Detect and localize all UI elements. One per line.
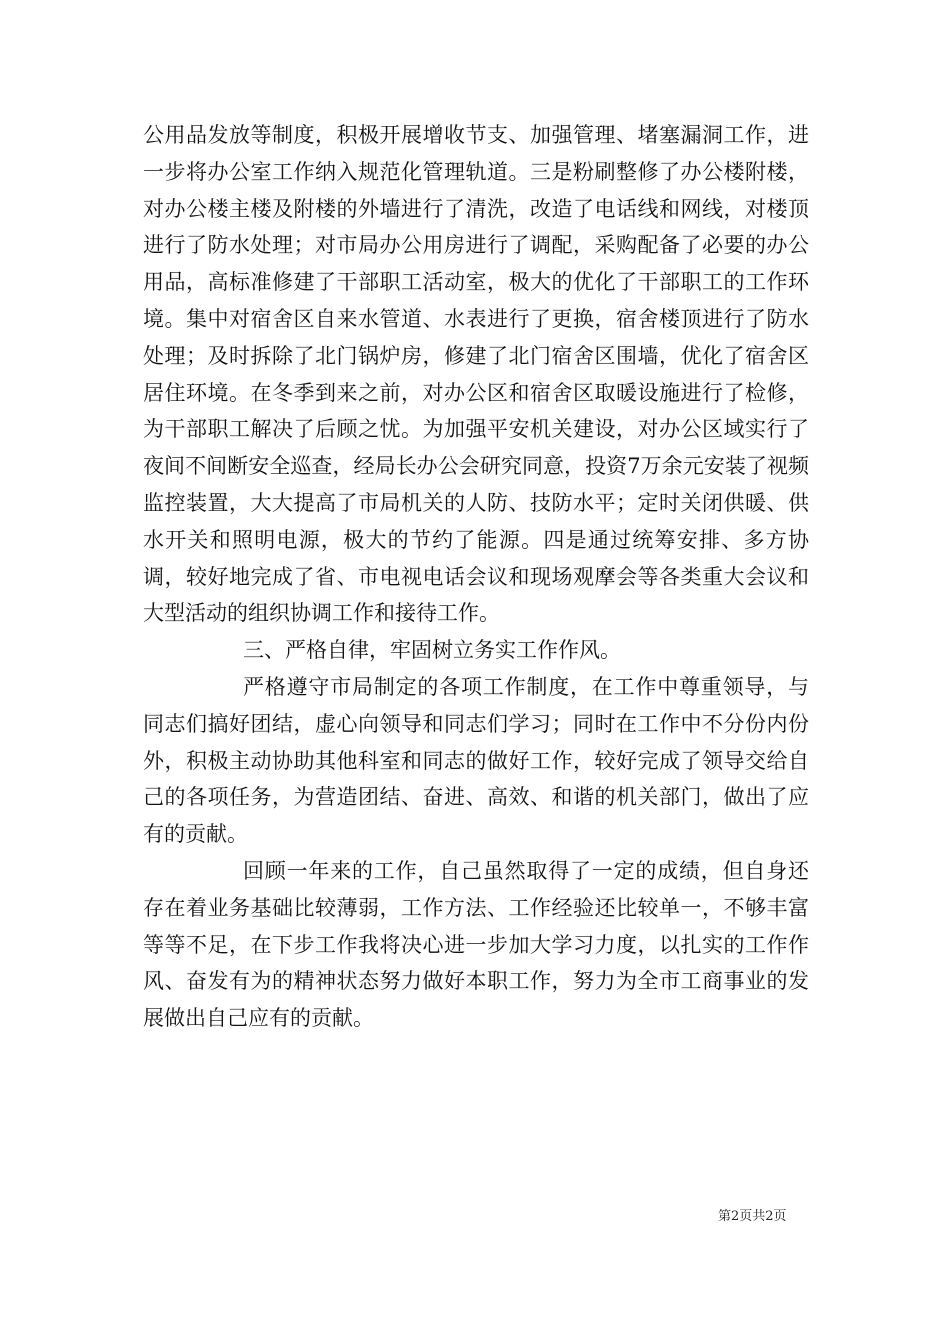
- document-body: [143, 117, 809, 1037]
- paragraph-work-conduct: 严格遵守市局制定的各项工作制度，在工作中尊重领导，与同志们搞好团结，虚心向领导和同志们学习；同时在工作中不分份内份外，积极主动协助其他科室和同志的做好工作，较好完成了领导交给自己的各项任务，为营造团结、奋进、高效、和谐的机关部门，做出了应有的贡献。: [143, 674, 809, 847]
- paragraph-continued-work-summary: 公用品发放等制度，积极开展增收节支、加强管理、堵塞漏洞工作，进一步将办公室工作纳入规范化管理轨道。三是粉刷整修了办公楼附楼，对办公楼主楼及附楼的外墙进行了清洗，改造了电话线和网线，对楼顶进行了防水处理；对市局办公用房进行了调配，采购配备了必要的办公用品，高标准修建了干部职工活动室，极大的优化了干部职工的工作环境。集中对宿舍区自来水管道、水表进行了更换，宿舍楼顶进行了防水处理；及时拆除了北门锅炉房，修建了北门宿舍区围墙，优化了宿舍区居住环境。在冬季到来之前，对办公区和宿舍区取暖设施进行了检修，为干部职工解决了后顾之忧。为加强平安机关建设，对办公区域实行了夜间不间断安全巡查，经局长办公会研究同意，投资7万余元安装了视频监控装置，大大提高了市局机关的人防、技防水平；定时关闭供暖、供水开关和照明电源，极大的节约了能源。四是通过统筹安排、多方协调，较好地完成了省、市电视电话会议和现场观摩会等各类重大会议和大型活动的组织协调工作和接待工作。: [143, 123, 809, 626]
- paragraph-review-conclusion: 回顾一年来的工作，自己虽然取得了一定的成绩，但自身还存在着业务基础比较薄弱，工作方法、工作经验还比较单一，不够丰富等等不足，在下步工作我将决心进一步加大学习力度，以扎实的工作作风、奋发有为的精神状态努力做好本职工作，努力为全市工商事业的发展做出自己应有的贡献。: [143, 858, 809, 1031]
- page-number-footer: 第2页共2页: [718, 1209, 787, 1224]
- section-heading-discipline: 三、严格自律，牢固树立务实工作作风。: [243, 638, 621, 663]
